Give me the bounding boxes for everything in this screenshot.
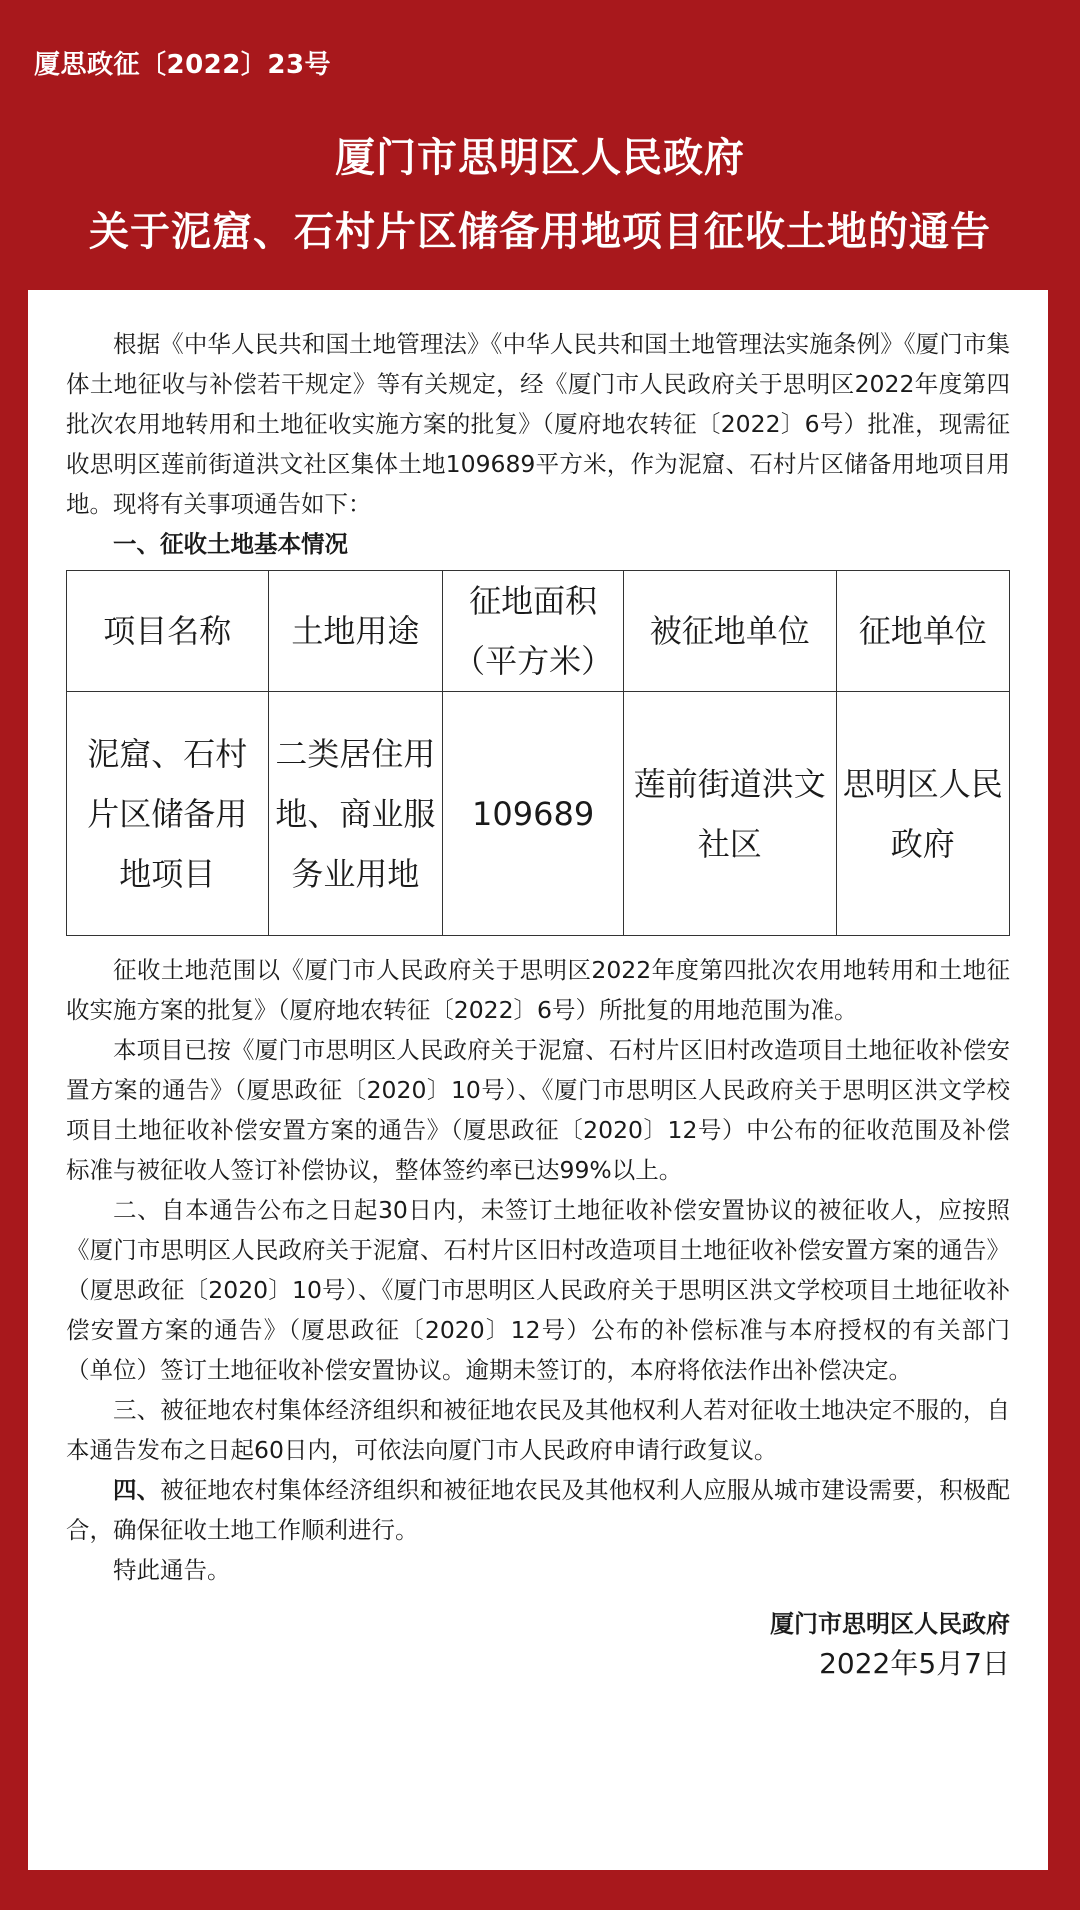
document-number: 厦思政征〔2022〕23号 — [34, 50, 332, 80]
title-subject: 关于泥窟、石村片区储备用地项目征收土地的通告 — [89, 209, 991, 255]
notice-content — [66, 324, 1010, 1684]
title-issuer: 厦门市思明区人民政府 — [335, 135, 745, 181]
section-one-heading: 一、征收土地基本情况 — [113, 530, 348, 558]
section-three-paragraph: 三、被征地农村集体经济组织和被征地农民及其他权利人若对征收土地决定不服的，自本通告发布之日起60日内，可依法向厦门市人民政府申请行政复议。 — [66, 1396, 1010, 1464]
cell-project-name: 泥窟、石村片区储备用地项目 — [67, 692, 269, 936]
issue-date: 2022年5月7日 — [819, 1647, 1010, 1680]
cell-area: 109689 — [443, 692, 624, 936]
land-info-table — [66, 570, 1010, 936]
intro-paragraph: 根据《中华人民共和国土地管理法》《中华人民共和国土地管理法实施条例》《厦门市集体土地征收与补偿若干规定》等有关规定，经《厦门市人民政府关于思明区2022年度第四批次农用地转用和土地征收实施方案的批复》（厦府地农转征〔2022〕6号）批准，现需征收思明区莲前街道洪文社区集体土地109689平方米，作为泥窟、石村片区储备用地项目用地。现将有关事项通告如下： — [66, 330, 1010, 518]
header-expropriated-unit: 被征地单位 — [624, 571, 837, 692]
closing-paragraph: 特此通告。 — [113, 1556, 231, 1584]
header-expropriating-unit: 征地单位 — [836, 571, 1009, 692]
section-four-paragraph — [66, 1470, 1010, 1550]
notice-paper — [28, 290, 1048, 1870]
section-two-paragraph: 二、自本通告公布之日起30日内，未签订土地征收补偿安置协议的被征收人，应按照《厦门市思明区人民政府关于泥窟、石村片区旧村改造项目土地征收补偿安置方案的通告》（厦思政征〔2020〕10号）、《厦门市思明区人民政府关于思明区洪文学校项目土地征收补偿安置方案的通告》（厦思政征〔2020〕12号）公布的补偿标准与本府授权的有关部门（单位）签订土地征收补偿安置协议。逾期未签订的，本府将依法作出补偿决定。 — [66, 1196, 1010, 1384]
table-row — [67, 692, 1010, 936]
section-four-text: 被征地农村集体经济组织和被征地农民及其他权利人应服从城市建设需要，积极配合，确保征收土地工作顺利进行。 — [66, 1476, 1011, 1544]
cell-expropriating-unit: 思明区人民政府 — [836, 692, 1009, 936]
scope-paragraph: 征收土地范围以《厦门市人民政府关于思明区2022年度第四批次农用地转用和土地征收实施方案的批复》（厦府地农转征〔2022〕6号）所批复的用地范围为准。 — [66, 956, 1010, 1024]
cell-expropriated-unit: 莲前街道洪文社区 — [624, 692, 837, 936]
section-four-lead: 四、 — [113, 1476, 161, 1504]
signing-paragraph: 本项目已按《厦门市思明区人民政府关于泥窟、石村片区旧村改造项目土地征收补偿安置方案的通告》（厦思政征〔2020〕10号）、《厦门市思明区人民政府关于思明区洪文学校项目土地征收补偿安置方案的通告》（厦思政征〔2020〕12号）中公布的征收范围及补偿标准与被征收人签订补偿协议，整体签约率已达99%以上。 — [66, 1036, 1010, 1184]
header-project-name: 项目名称 — [67, 571, 269, 692]
table-header-row — [67, 571, 1010, 692]
header-area: 征地面积（平方米） — [443, 571, 624, 692]
header-land-use: 土地用途 — [268, 571, 443, 692]
cell-land-use: 二类居住用地、商业服务业用地 — [268, 692, 443, 936]
signature: 厦门市思明区人民政府 — [770, 1610, 1010, 1638]
